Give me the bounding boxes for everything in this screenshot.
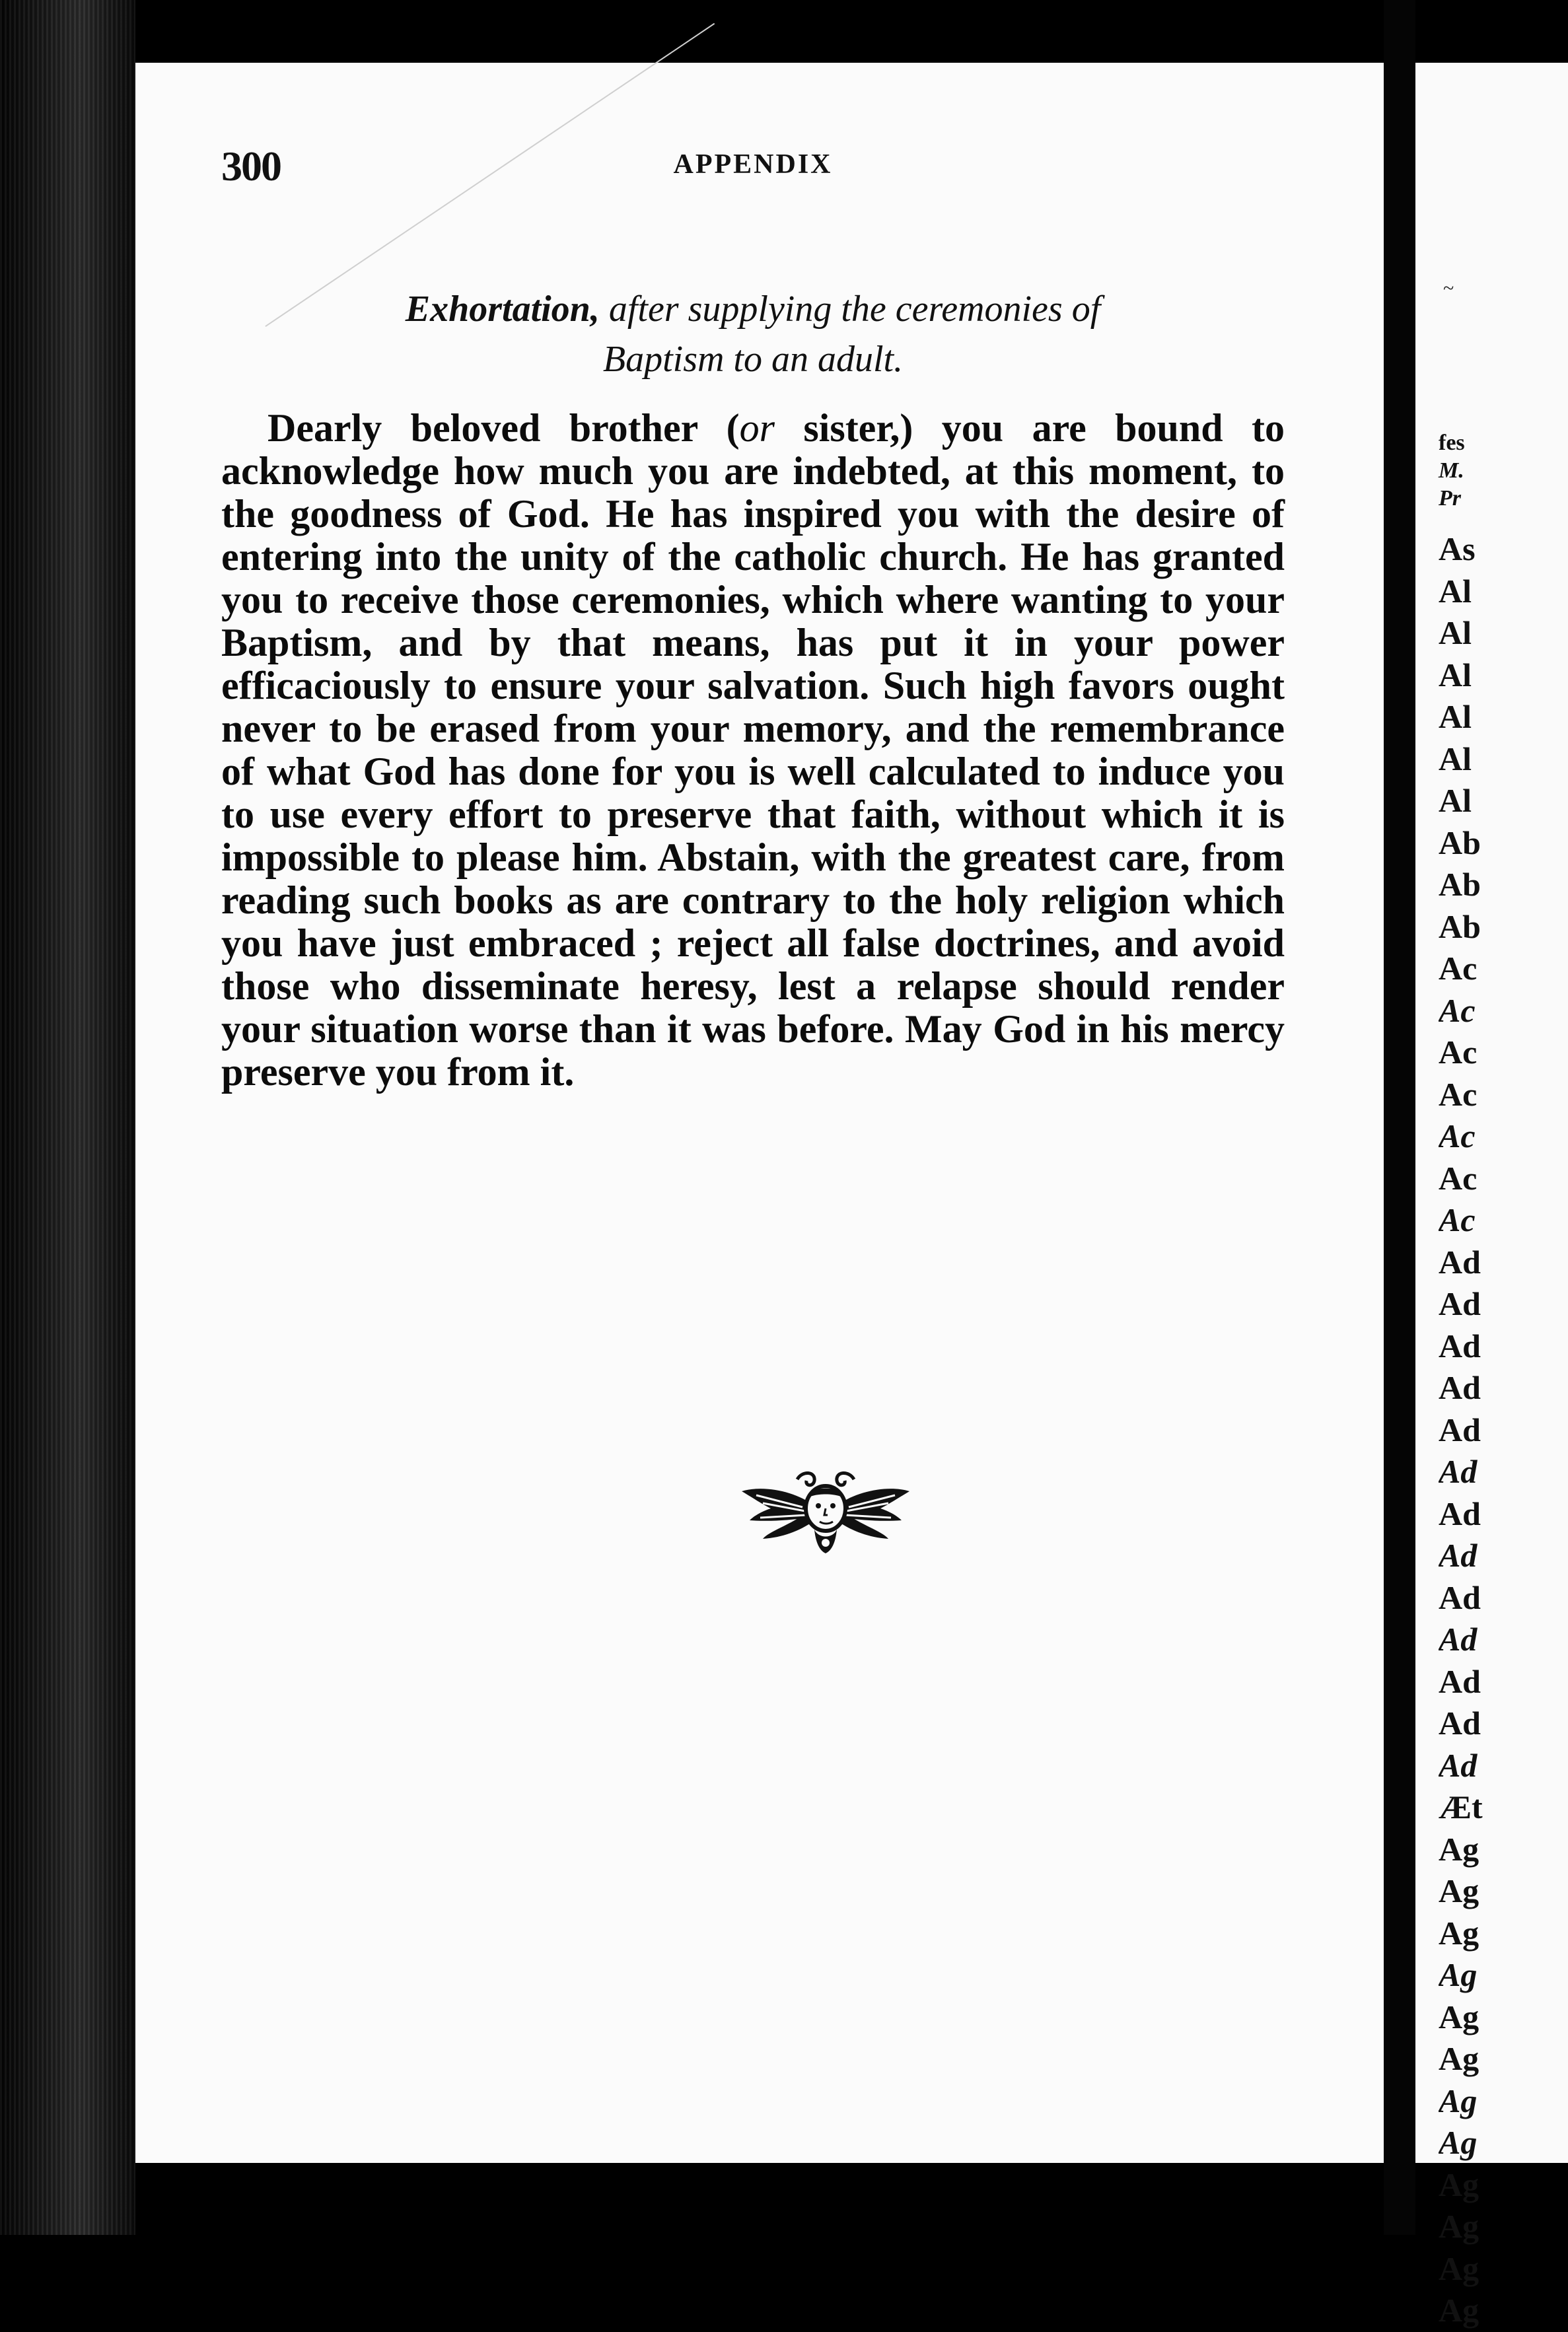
index-entry: Ac (1439, 991, 1476, 1029)
heading-line2: Baptism to an adult. (602, 339, 904, 380)
page-gutter (1384, 0, 1415, 2235)
index-entry: Ag (1439, 2166, 1479, 2203)
index-entry: Ad (1439, 1453, 1478, 1490)
next-page-mark: ~ (1443, 277, 1454, 299)
index-entry: Ad (1439, 1746, 1478, 1784)
index-entry: Al (1439, 698, 1472, 735)
next-page-heading-line: M. (1439, 458, 1464, 483)
body-text-or: or (739, 406, 775, 450)
next-page-heading (1439, 429, 1564, 512)
index-entry: Ad (1439, 1621, 1478, 1658)
index-entry: Ad (1439, 1495, 1481, 1532)
index-entry: Ag (1439, 2208, 1479, 2245)
index-entry: Ag (1439, 2040, 1479, 2077)
index-entry: Ad (1439, 1243, 1481, 1281)
next-page-heading-line: fes (1439, 431, 1465, 455)
index-entry: Al (1439, 740, 1472, 777)
index-entry: Ad (1439, 1578, 1481, 1616)
body-paragraph (221, 407, 1285, 1094)
index-entry: Ac (1439, 1117, 1476, 1154)
index-entry: Ad (1439, 1327, 1481, 1364)
body-text-rest: sister,) you are bound to acknowledge how much you are indebted, at this moment, to the goodness of God. He has inspired you with the desire of entering into the unity of the catholic church. He has granted you to receive those ceremonies, which where wanting to your Baptism, and by that means, has put it in your power efficaciously to ensure your salvation. Such high favors ought never to be erased from your memory, and the remembrance of what God has done for you is well calculated to induce you to use every effort to preserve that faith, without which it is impossible to please him. Abstain, with the greatest care, from reading such books as are contrary to the holy religion which you have just embraced ; reject all false doctrines, and avoid those who disseminate heresy, lest a relapse should render your situation worse than it was before. May God in his mercy preserve you from it. (221, 406, 1285, 1094)
index-entry: Ac (1439, 1201, 1476, 1238)
index-entry: Æt (1439, 1788, 1483, 1825)
index-entry: As (1439, 530, 1476, 567)
page-number: 300 (221, 143, 281, 190)
index-entry: Ag (1439, 2124, 1478, 2161)
index-entry: Ab (1439, 824, 1481, 861)
index-entry: Ab (1439, 907, 1481, 945)
index-entry: Ab (1439, 866, 1481, 903)
index-entry: Ag (1439, 2292, 1479, 2329)
heading-line1-rest: after supplying the ceremonies of (599, 289, 1101, 330)
index-entry: Ag (1439, 2249, 1479, 2287)
next-page-heading-line: Pr (1439, 486, 1461, 511)
page-header (221, 142, 1285, 215)
index-entry: Ac (1439, 1075, 1478, 1113)
index-entry: Ag (1439, 1998, 1479, 2035)
index-entry: Ac (1439, 1159, 1478, 1197)
running-head: APPENDIX (673, 149, 833, 180)
index-entry: Ad (1439, 1369, 1481, 1406)
index-entry: Ad (1439, 1662, 1481, 1700)
index-entry: Ad (1439, 1705, 1481, 1742)
index-entry: Al (1439, 656, 1472, 693)
winged-cherub-ornament-icon (736, 1465, 915, 1557)
index-entry: Al (1439, 614, 1472, 651)
index-entry: Ag (1439, 1872, 1479, 1909)
index-entry: Ad (1439, 1285, 1481, 1322)
heading-lead-word: Exhortation, (405, 289, 600, 330)
index-entry: Ac (1439, 950, 1478, 987)
index-list (1439, 528, 1568, 2332)
index-entry: Ag (1439, 1830, 1479, 1868)
index-entry: Ad (1439, 1411, 1481, 1448)
index-entry: Al (1439, 782, 1472, 819)
section-heading (221, 284, 1285, 384)
index-entry: Ag (1439, 2082, 1478, 2119)
index-entry: Ad (1439, 1537, 1478, 1574)
index-entry: Al (1439, 572, 1472, 610)
index-entry: Ag (1439, 1914, 1479, 1952)
body-text-start: Dearly beloved brother ( (267, 406, 740, 450)
index-entry: Ac (1439, 1034, 1478, 1071)
book-binding-edge (0, 0, 135, 2235)
index-entry: Ag (1439, 1956, 1478, 1993)
